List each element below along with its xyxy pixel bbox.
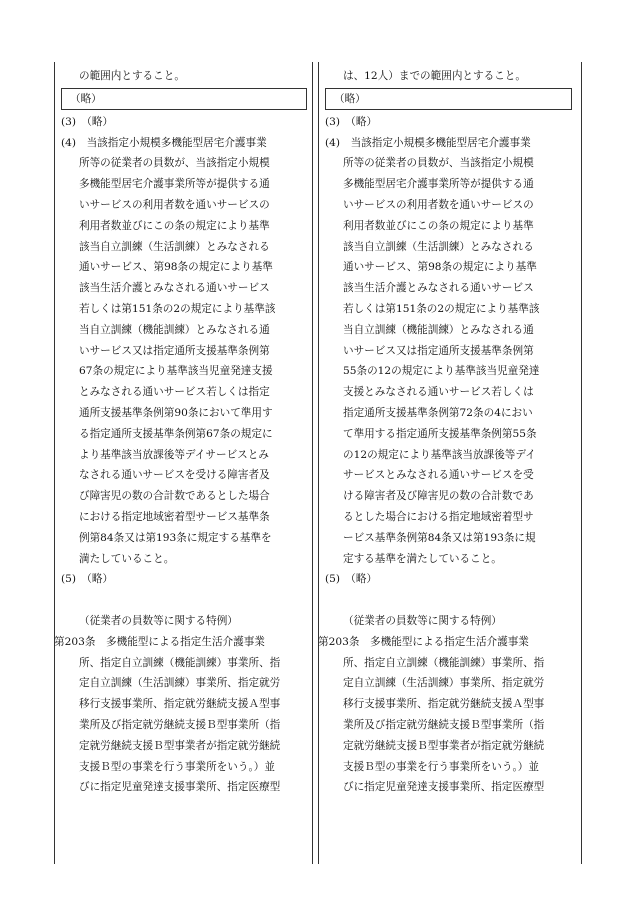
item-4-line: (4) 当該指定小規模多機能型居宅介護事業: [325, 136, 531, 149]
article-line: びに指定児童発達支援事業所、指定医療型: [343, 781, 545, 794]
item-4-line: とみなされる通いサービス若しくは指定: [79, 386, 270, 399]
item-5: (5) （略）: [325, 573, 378, 586]
article-line: びに指定児童発達支援事業所、指定医療型: [79, 781, 281, 794]
item-4-line: るとした場合における指定地域密着型サ: [343, 510, 534, 523]
article-203: [54, 632, 307, 798]
item-4-line: 67条の規定により基準該当児童発達支援: [79, 365, 273, 378]
right-column-left-rule: [318, 62, 319, 864]
item-4-line: 所等の従業者の員数が、当該指定小規模: [343, 157, 534, 170]
article-line: 第203条 多機能型による指定生活介護事業: [318, 635, 529, 648]
left-column-right-rule: [312, 62, 313, 864]
item-4-line: 若しくは第151条の2の規定により基準該: [79, 302, 276, 315]
item-4-line: 多機能型居宅介護事業所等が提供する通: [79, 178, 270, 191]
item-4-line: 該当生活介護とみなされる通いサービス: [343, 282, 534, 295]
item-4-line: て準用する指定通所支援基準条例第55条: [343, 427, 537, 440]
omitted-box: （略）: [325, 88, 572, 110]
right-column: [318, 62, 582, 864]
item-4-line: いサービスの利用者数を通いサービスの: [79, 198, 270, 211]
top-line: は、12人）までの範囲内とすること。: [343, 70, 526, 82]
item-4-line: の12の規定により基準該当放課後等デイ: [343, 448, 536, 461]
item-4: [61, 133, 307, 570]
article-line: 定自立訓練（生活訓練）事業所、指定就労: [343, 677, 545, 690]
top-line: の範囲内とすること。: [79, 70, 185, 82]
item-4-line: 通所支援基準条例第90条において準用す: [79, 406, 273, 419]
article-line: 定就労継続支援Ｂ型事業者が指定就労継続: [79, 739, 281, 752]
item-4-line: 当自立訓練（機能訓練）とみなされる通: [79, 323, 270, 336]
omitted-box: （略）: [61, 88, 307, 110]
item-4-line: 満たしていること。: [79, 552, 175, 565]
item-4-line: における指定地域密着型サービス基準条: [79, 510, 270, 523]
left-column-left-rule: [54, 62, 55, 864]
item-4-line: 利用者数並びにこの条の規定により基準: [79, 219, 270, 232]
right-column-right-rule: [581, 62, 582, 864]
article-line: 支援Ｂ型の事業を行う事業所をいう。）並: [343, 760, 539, 773]
item-4-line: いサービス又は指定通所支援基準条例第: [343, 344, 534, 357]
article-line: 定自立訓練（生活訓練）事業所、指定就労: [79, 677, 281, 690]
item-4-line: 指定通所支援基準条例第72条の4におい: [343, 406, 533, 419]
item-4-line: 多機能型居宅介護事業所等が提供する通: [343, 178, 534, 191]
article-line: 所、指定自立訓練（機能訓練）事業所、指: [343, 656, 545, 669]
item-4-line: いサービスの利用者数を通いサービスの: [343, 198, 534, 211]
article-line: 所、指定自立訓練（機能訓練）事業所、指: [79, 656, 281, 669]
article-line: 業所及び指定就労継続支援Ｂ型事業所（指: [343, 718, 545, 731]
item-4-line: 55条の12の規定により基準該当児童発達: [343, 365, 540, 378]
article-heading: （従業者の員数等に関する特例）: [79, 614, 238, 627]
article-line: 移行支援事業所、指定就労継続支援Ａ型事: [343, 698, 545, 711]
item-4-line: (4) 当該指定小規模多機能型居宅介護事業: [61, 136, 267, 149]
article-line: 支援Ｂ型の事業を行う事業所をいう。）並: [79, 760, 275, 773]
item-4-line: 通いサービス、第98条の規定により基準: [343, 261, 537, 274]
item-4-line: 定する基準を満たしていること。: [343, 552, 502, 565]
article-203: [318, 632, 572, 798]
left-column-content: [54, 66, 307, 798]
item-4-line: 利用者数並びにこの条の規定により基準: [343, 219, 534, 232]
right-column-content: [318, 66, 572, 798]
article-line: 第203条 多機能型による指定生活介護事業: [54, 635, 265, 648]
item-4-line: ける障害者及び障害児の数の合計数であ: [343, 490, 534, 503]
item-5: (5) （略）: [61, 573, 114, 586]
item-3: (3) （略）: [325, 115, 378, 128]
item-3: (3) （略）: [61, 115, 114, 128]
item-4: [325, 133, 572, 570]
article-line: 業所及び指定就労継続支援Ｂ型事業所（指: [79, 718, 281, 731]
item-4-line: サービスとみなされる通いサービスを受: [343, 469, 534, 482]
article-line: 移行支援事業所、指定就労継続支援Ａ型事: [79, 698, 281, 711]
item-4-line: 通いサービス、第98条の規定により基準: [79, 261, 273, 274]
item-4-line: なされる通いサービスを受ける障害者及: [79, 469, 270, 482]
left-column: [54, 62, 313, 864]
item-4-line: 支援とみなされる通いサービス若しくは: [343, 386, 534, 399]
item-4-line: び障害児の数の合計数であるとした場合: [79, 490, 270, 503]
item-4-line: 該当自立訓練（生活訓練）とみなされる: [79, 240, 270, 253]
item-4-line: 該当生活介護とみなされる通いサービス: [79, 282, 270, 295]
item-4-line: いサービス又は指定通所支援基準条例第: [79, 344, 270, 357]
item-4-line: ービス基準条例第84条又は第193条に規: [343, 531, 536, 544]
item-4-line: 当自立訓練（機能訓練）とみなされる通: [343, 323, 534, 336]
item-4-line: 該当自立訓練（生活訓練）とみなされる: [343, 240, 534, 253]
article-line: 定就労継続支援Ｂ型事業者が指定就労継続: [343, 739, 545, 752]
item-4-line: る指定通所支援基準条例第67条の規定に: [79, 427, 273, 440]
item-4-line: 若しくは第151条の2の規定により基準該: [343, 302, 540, 315]
item-4-line: 例第84条又は第193条に規定する基準を: [79, 531, 272, 544]
article-heading: （従業者の員数等に関する特例）: [343, 614, 502, 627]
item-4-line: より基準該当放課後等デイサービスとみ: [79, 448, 269, 461]
item-4-line: 所等の従業者の員数が、当該指定小規模: [79, 157, 270, 170]
